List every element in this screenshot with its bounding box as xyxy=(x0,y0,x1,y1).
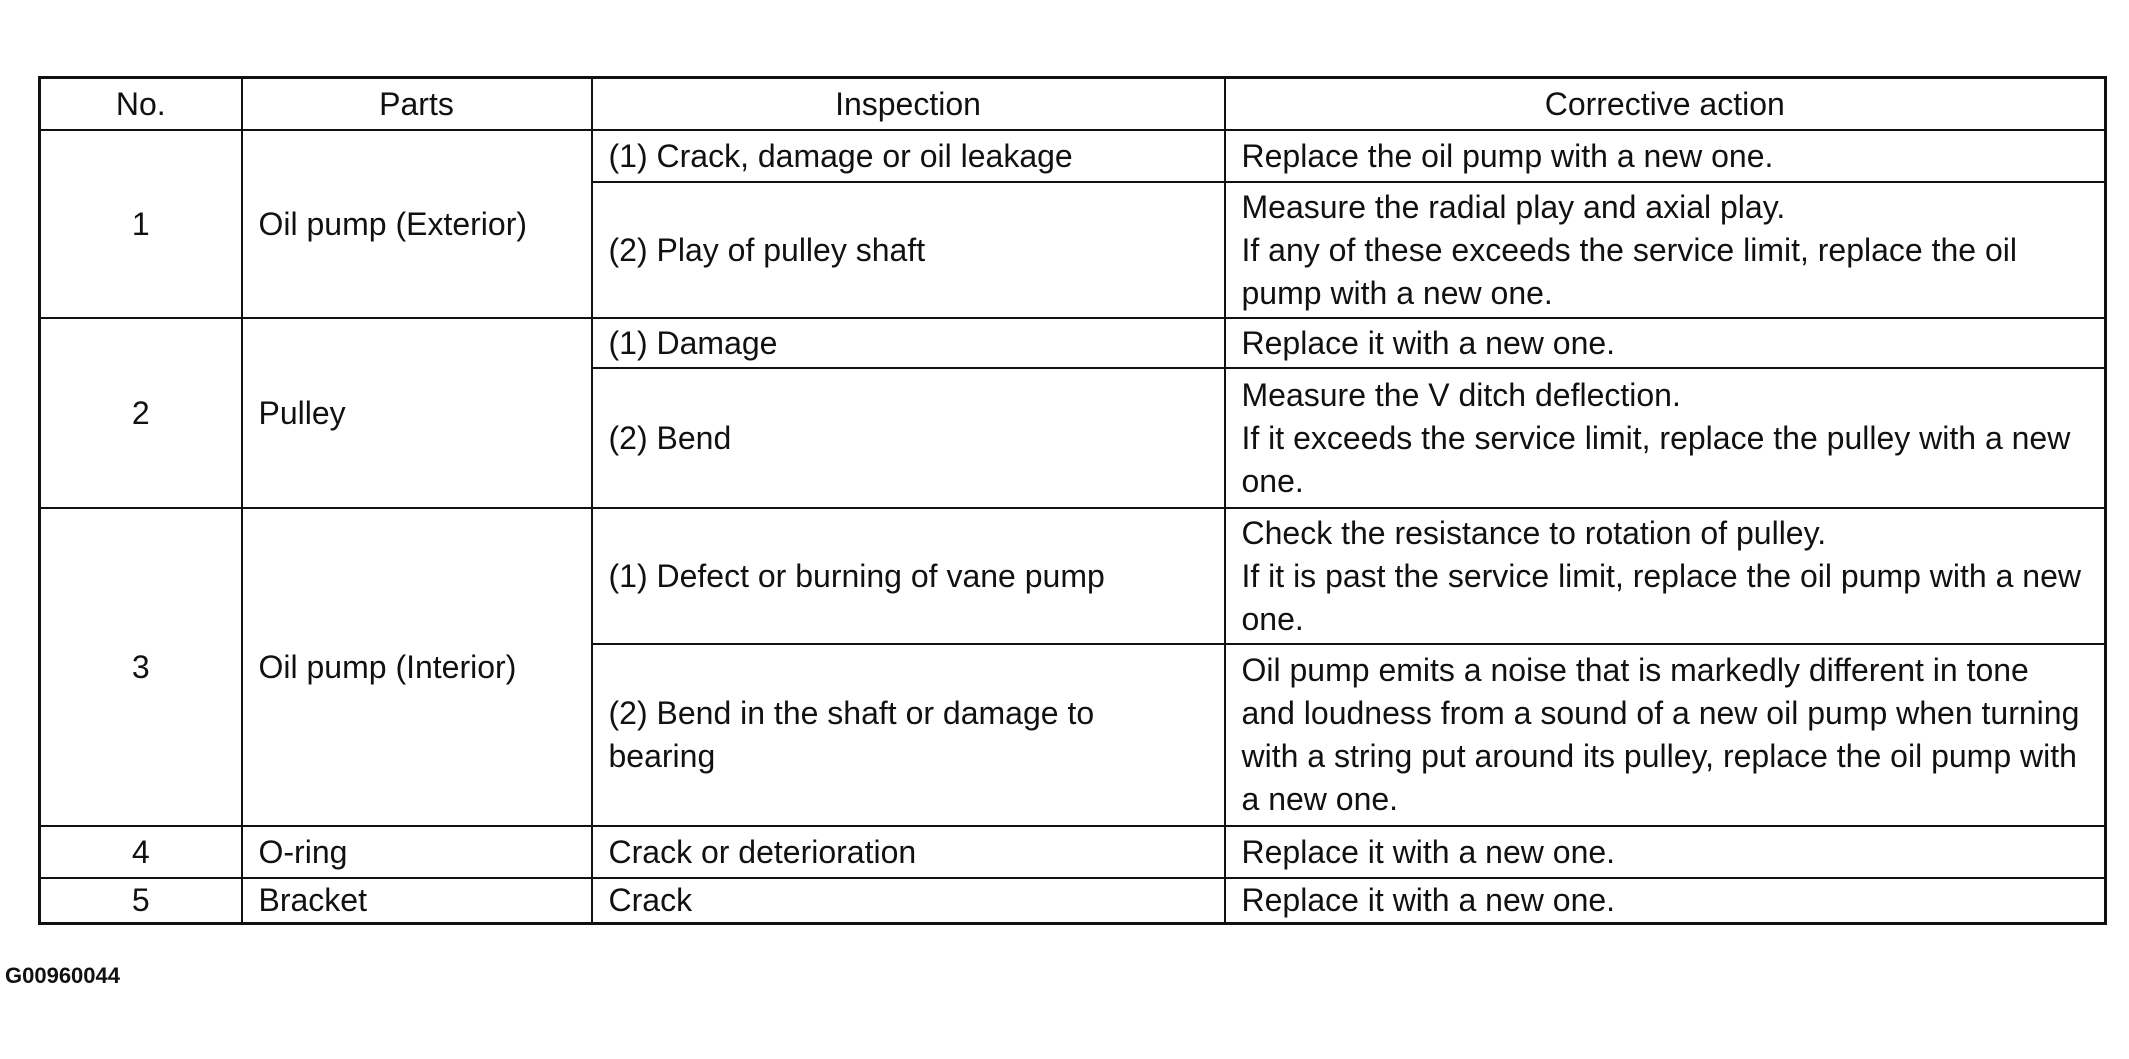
action-line: If it exceeds the service limit, replace the pulley with a new one. xyxy=(1241,419,2071,499)
cell-no: 5 xyxy=(40,878,242,924)
cell-inspection: (1) Crack, damage or oil leakage xyxy=(592,130,1225,182)
cell-corrective-action xyxy=(1225,826,2106,878)
cell-part: Oil pump (Interior) xyxy=(242,508,592,826)
header-no: No. xyxy=(40,78,242,131)
table-row xyxy=(40,878,2106,924)
table-row xyxy=(40,508,2106,644)
cell-inspection: (1) Damage xyxy=(592,318,1225,368)
cell-corrective-action xyxy=(1225,878,2106,924)
cell-inspection: Crack or deterioration xyxy=(592,826,1225,878)
action-line: If any of these exceeds the service limit, replace the oil pump with a new one. xyxy=(1241,231,2017,311)
action-line: Replace it with a new one. xyxy=(1241,833,1616,870)
cell-part: Bracket xyxy=(242,878,592,924)
cell-inspection: (2) Bend in the shaft or damage to bearing xyxy=(592,644,1225,826)
action-line: If it is past the service limit, replace the oil pump with a new one. xyxy=(1241,557,2081,637)
table-row xyxy=(40,130,2106,182)
inspection-table xyxy=(38,76,2107,925)
cell-corrective-action xyxy=(1225,644,2106,826)
cell-corrective-action xyxy=(1225,508,2106,644)
table-row xyxy=(40,826,2106,878)
header-inspection: Inspection xyxy=(592,78,1225,131)
cell-no: 1 xyxy=(40,130,242,318)
cell-inspection: (1) Defect or burning of vane pump xyxy=(592,508,1225,644)
header-row xyxy=(40,78,2106,131)
table-row xyxy=(40,318,2106,368)
figure-id: G00960044 xyxy=(5,963,120,988)
cell-corrective-action xyxy=(1225,182,2106,318)
cell-part: Pulley xyxy=(242,318,592,508)
cell-corrective-action xyxy=(1225,318,2106,368)
action-line: Replace it with a new one. xyxy=(1241,324,1616,361)
cell-part: Oil pump (Exterior) xyxy=(242,130,592,318)
cell-inspection: (2) Play of pulley shaft xyxy=(592,182,1225,318)
cell-corrective-action xyxy=(1225,368,2106,508)
action-line: Measure the V ditch deflection. xyxy=(1241,376,1681,413)
cell-part: O-ring xyxy=(242,826,592,878)
table-body xyxy=(40,130,2106,924)
header-corrective-action: Corrective action xyxy=(1225,78,2106,131)
cell-no: 3 xyxy=(40,508,242,826)
cell-no: 2 xyxy=(40,318,242,508)
cell-corrective-action xyxy=(1225,130,2106,182)
cell-inspection: (2) Bend xyxy=(592,368,1225,508)
header-parts: Parts xyxy=(242,78,592,131)
cell-no: 4 xyxy=(40,826,242,878)
cell-inspection: Crack xyxy=(592,878,1225,924)
action-line: Replace the oil pump with a new one. xyxy=(1241,137,1774,174)
action-line: Check the resistance to rotation of pulley. xyxy=(1241,514,1827,551)
action-line: Measure the radial play and axial play. xyxy=(1241,188,1786,225)
action-line: Oil pump emits a noise that is markedly different in tone and loudness from a sound of a new oil pump when turning with a string put around its pulley, replace the oil pump with a new one. xyxy=(1241,652,2080,817)
action-line: Replace it with a new one. xyxy=(1241,882,1616,918)
